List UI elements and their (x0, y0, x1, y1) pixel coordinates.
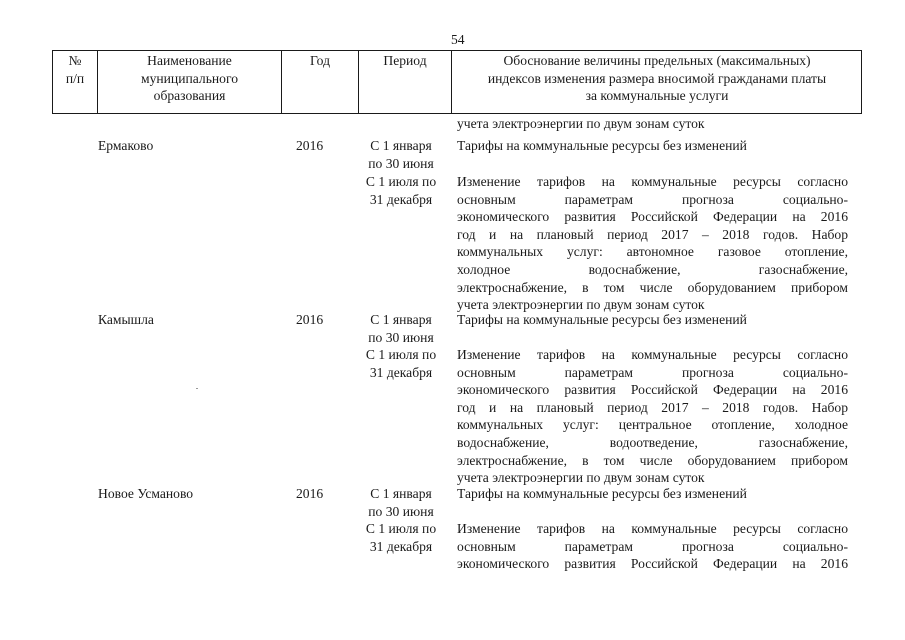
carryover-text: учета электроэнергии по двум зонам суток (457, 116, 705, 131)
reason-line: год и на плановый период 2017 – 2018 годов. Набор (457, 399, 848, 415)
header-number-column (53, 52, 97, 87)
period-text: по 30 июня (368, 155, 434, 171)
header-text: Наименование (147, 53, 232, 68)
header-text: образования (153, 88, 226, 103)
header-text: Год (310, 53, 330, 68)
header-text: индексов изменения размера вносимой гражданами платы (487, 70, 827, 86)
period-text: по 30 июня (368, 503, 434, 519)
municipality-name: Новое Усманово (98, 486, 194, 501)
header-period-column (359, 52, 451, 70)
reason-line: холодное водоснабжение, газоснабжение, (457, 261, 848, 277)
reason-line: коммунальных услуг: центральное отопление, холодное (457, 417, 848, 433)
header-text: Обоснование величины предельных (максимальных) (503, 53, 811, 68)
header-text: п/п (65, 70, 85, 86)
page-number: 54 (451, 32, 465, 47)
reason-no-change: Тарифы на коммунальные ресурсы без изменений (457, 138, 747, 153)
period-text: С 1 января (370, 312, 432, 327)
reason-line: водоснабжение, водоотведение, газоснабжение, (457, 434, 848, 450)
reason-line: экономического развития Российской Федерации на 2016 (457, 556, 848, 572)
period-second-half (355, 346, 447, 381)
reason-paragraph (457, 346, 848, 487)
header-text: Период (383, 53, 427, 68)
reason-line: экономического развития Российской Федерации на 2016 (457, 382, 848, 398)
header-reason-column (452, 52, 862, 105)
municipality-name: Ермаково (98, 138, 154, 153)
period-second-half (355, 173, 447, 208)
year-cell: 2016 (296, 138, 324, 153)
reason-line: экономического развития Российской Федерации на 2016 (457, 209, 848, 225)
period-text: 31 декабря (369, 191, 433, 207)
reason-line: коммунальных услуг: автономное газовое отопление, (457, 244, 848, 260)
period-first-half (355, 485, 447, 520)
year-cell: 2016 (296, 486, 324, 501)
header-name-column (98, 52, 281, 105)
period-first-half (355, 311, 447, 346)
reason-line: электроснабжение, в том числе оборудованием прибором (457, 452, 848, 468)
header-text: № (68, 53, 82, 68)
reason-no-change: Тарифы на коммунальные ресурсы без изменений (457, 312, 747, 327)
period-text: 31 декабря (369, 538, 433, 554)
reason-line: основным параметрам прогноза социально- (457, 364, 848, 380)
reason-line: электроснабжение, в том числе оборудованием прибором (457, 279, 848, 295)
reason-line: Изменение тарифов на коммунальные ресурсы согласно (457, 347, 848, 362)
reason-line: Изменение тарифов на коммунальные ресурсы согласно (457, 521, 848, 536)
period-first-half (355, 137, 447, 172)
period-text: С 1 июля по (365, 347, 437, 362)
period-text: по 30 июня (368, 329, 434, 345)
reason-line: учета электроэнергии по двум зонам суток (457, 297, 705, 313)
header-year-column (282, 52, 358, 70)
reason-line: год и на плановый период 2017 – 2018 годов. Набор (457, 226, 848, 242)
scan-speck (196, 388, 198, 389)
table-header (52, 50, 862, 114)
reason-line: учета электроэнергии по двум зонам суток (457, 470, 705, 486)
reason-paragraph (457, 173, 848, 314)
header-text: за коммунальные услуги (585, 88, 729, 103)
reason-line: основным параметрам прогноза социально- (457, 538, 848, 554)
period-second-half (355, 520, 447, 555)
period-text: С 1 января (370, 138, 432, 153)
reason-paragraph (457, 520, 848, 573)
municipality-name: Камышла (98, 312, 154, 327)
year-cell: 2016 (296, 312, 324, 327)
period-text: 31 декабря (369, 364, 433, 380)
reason-no-change: Тарифы на коммунальные ресурсы без изменений (457, 486, 747, 501)
reason-line: основным параметрам прогноза социально- (457, 191, 848, 207)
period-text: С 1 января (370, 486, 432, 501)
header-text: муниципального (140, 70, 238, 86)
period-text: С 1 июля по (365, 174, 437, 189)
period-text: С 1 июля по (365, 521, 437, 536)
reason-line: Изменение тарифов на коммунальные ресурсы согласно (457, 174, 848, 189)
